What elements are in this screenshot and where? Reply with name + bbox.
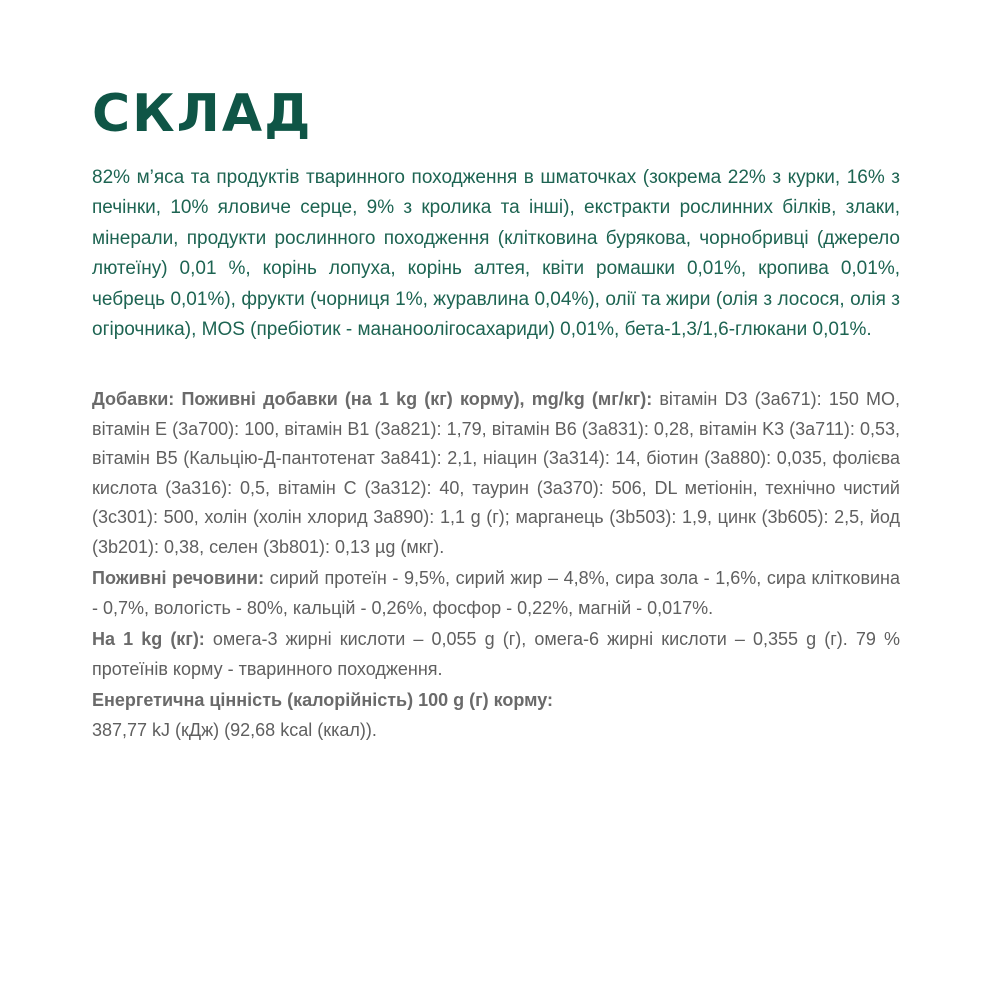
per-kg-label: На 1 kg (кг): [92,629,205,650]
nutrients-text: сирий протеїн - 9,5%, сирий жир – 4,8%, сира зола - 1,6%, сира клітковина - 0,7%, вологість - 80%, кальцій - 0,26%, фосфор - 0,22%, магній - 0,017%. [92,568,901,618]
nutrients-label: Поживні речовини: [92,568,265,589]
per-kg-text: омега-3 жирні кислоти – 0,055 g (г), омега-6 жирні кислоти – 0,355 g (г). 79 % протеїнів корму - тваринного походження. [92,629,900,679]
page-title: СКЛАД [92,84,313,144]
energy-value: 387,77 kJ (кДж) (92,68 kcal (ккал)). [92,719,377,740]
energy-paragraph [92,686,900,745]
additives-text: вітамін D3 (3a671): 150 МО, вітамін E (3a700): 100, вітамін B1 (3a821): 1,79, вітамін B6 (3a831): 0,28, вітамін K3 (3a711): 0,53, вітамін B5 (Кальцію-Д-пантотенат 3a841): 2,1, ніацин (3a314): 14, біотин (3a880): 0,035, фолієва кислота (3a316): 0,5, вітамін C (3a312): 40, таурин (3a370): 506, DL метіонін, технічно чистий (3c301): 500, холін (холін хлорид 3a890): 1,1 g (г); марганець (3b503): 1,9, цинк (3b605): 2,5, йод (3b201): 0,38, селен (3b801): 0,13 µg (мкг). [92,389,901,557]
additives-label: Добавки: Поживні добавки (на 1 kg (кг) корму), mg/kg (мг/кг): [92,389,653,410]
nutrition-details [92,385,900,745]
per-kg-paragraph [92,625,900,684]
additives-paragraph [92,385,900,562]
energy-label: Енергетична цінність (калорійність) 100 g (г) корму: [92,690,553,711]
composition-text: 82% м’яса та продуктів тваринного походження в шматочках (зокрема 22% з курки, 16% з печінки, 10% яловиче серце, 9% з кролика та інші), екстракти рослинних білків, злаки, мінерали, продукти рослинного походження (клітковина бурякова, чорнобривці (джерело лютеїну) 0,01 %, корінь лопуха, корінь алтея, квіти ромашки 0,01%, кропива 0,01%, чебрець 0,01%), фрукти (чорниця 1%, журавлина 0,04%), олії та жири (олія з лосося, олія з огірочника), MOS (пребіотик - мананоолігосахариди) 0,01%, бета-1,3/1,6-глюкани 0,01%. [92,167,900,341]
ingredients-panel [92,84,901,747]
nutrients-paragraph [92,564,900,623]
